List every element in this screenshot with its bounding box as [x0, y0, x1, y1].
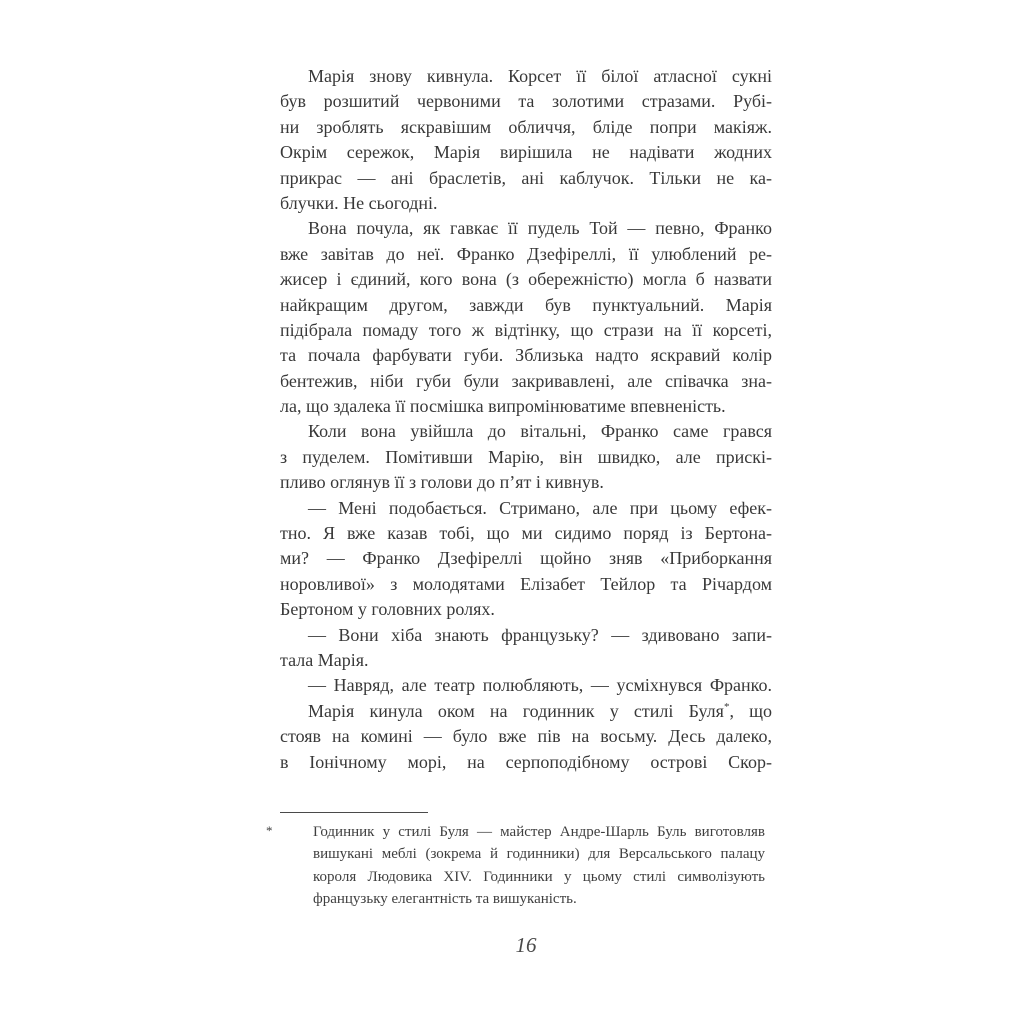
text-line: пливо оглянув її з голови до п’ят і кивнув. — [280, 472, 604, 493]
text-line: — Мені подобається. Стримано, але при цьому ефек- — [308, 497, 772, 518]
page-number: 16 — [515, 933, 537, 957]
text-line: бентежив, ніби губи були закривавлені, але співачка зна- — [280, 370, 772, 391]
text-line: та почала фарбувати губи. Зблизька надто яскравий колір — [280, 345, 772, 366]
text-line: Коли вона увійшла до вітальні, Франко саме грався — [308, 421, 772, 442]
paragraph — [280, 496, 772, 623]
text-line: короля Людовика XIV. Годинники у цьому стилі символізують — [313, 868, 765, 885]
paragraph — [280, 623, 772, 674]
text-line: жисер і єдиний, кого вона (з обережністю) могла б назвати — [280, 269, 772, 290]
text-line: ми? — Франко Дзефіреллі щойно зняв «Приборкання — [280, 548, 772, 569]
text-line: Вона почула, як гавкає її пудель Той — певно, Франко — [308, 218, 772, 239]
text-line: тала Марія. — [280, 649, 369, 670]
footnote-divider — [280, 812, 428, 813]
footnote-marker: * — [266, 823, 273, 838]
text-line: — Навряд, але театр полюбляють, — усміхнувся Франко. — [308, 675, 772, 696]
text-line: в Іонічному морі, на серпоподібному острові Скор- — [280, 751, 772, 772]
text-line: найкращим другом, завжди був пунктуальний. Марія — [280, 294, 772, 315]
body-text — [280, 64, 772, 775]
text-segment: Марія кинула оком на годинник у стилі Буля — [308, 700, 724, 721]
text-line: норовливої» з молодятами Елізабет Тейлор та Річардом — [280, 573, 772, 594]
text-line: французьку елегантність та вишуканість. — [313, 890, 577, 907]
text-line: Бертоном у головних ролях. — [280, 599, 495, 620]
text-line: ла, що здалека її посмішка випромінюватиме впевненість. — [280, 396, 726, 417]
paragraph — [280, 419, 772, 495]
text-line: стояв на комині — було вже пів на восьму. Десь далеко, — [280, 726, 772, 747]
text-line: блучки. Не сьогодні. — [280, 192, 438, 213]
text-line: був розшитий червоними та золотими стразами. Рубі- — [280, 91, 772, 112]
text-line: ни зроблять яскравішим обличчя, бліде попри макіяж. — [280, 116, 772, 137]
text-line: тно. Я вже казав тобі, що ми сидимо поряд із Бертона- — [280, 523, 772, 544]
paragraph — [280, 216, 772, 419]
footnote-ref-asterisk: * — [723, 700, 730, 713]
text-line: — Вони хіба знають французьку? — здивовано запи- — [308, 624, 772, 645]
paragraph — [280, 673, 772, 698]
text-line: вишукані меблі (зокрема й годинники) для Версальського палацу — [313, 846, 765, 863]
text-line: Марія знову кивнула. Корсет її білої атласної сукні — [308, 66, 772, 86]
text-line: Годинник у стилі Буля — майстер Андре-Шарль Буль виготовляв — [313, 824, 765, 840]
footnote — [266, 821, 766, 910]
footnote-text — [313, 821, 765, 910]
text-line: прикрас — ані браслетів, ані каблучок. Тільки не ка- — [280, 167, 772, 188]
text-line: Окрім сережок, Марія вирішила не надівати жодних — [280, 142, 772, 163]
text-line: вже завітав до неї. Франко Дзефіреллі, її улюблений ре- — [280, 243, 772, 264]
paragraph — [280, 699, 772, 775]
paragraph — [280, 64, 772, 216]
text-segment: , що — [729, 700, 772, 721]
text-line — [280, 699, 772, 724]
text-line: підібрала помаду того ж відтінку, що стрази на її корсеті, — [280, 319, 772, 340]
text-line: з пуделем. Помітивши Марію, він швидко, але прискі- — [280, 446, 772, 467]
